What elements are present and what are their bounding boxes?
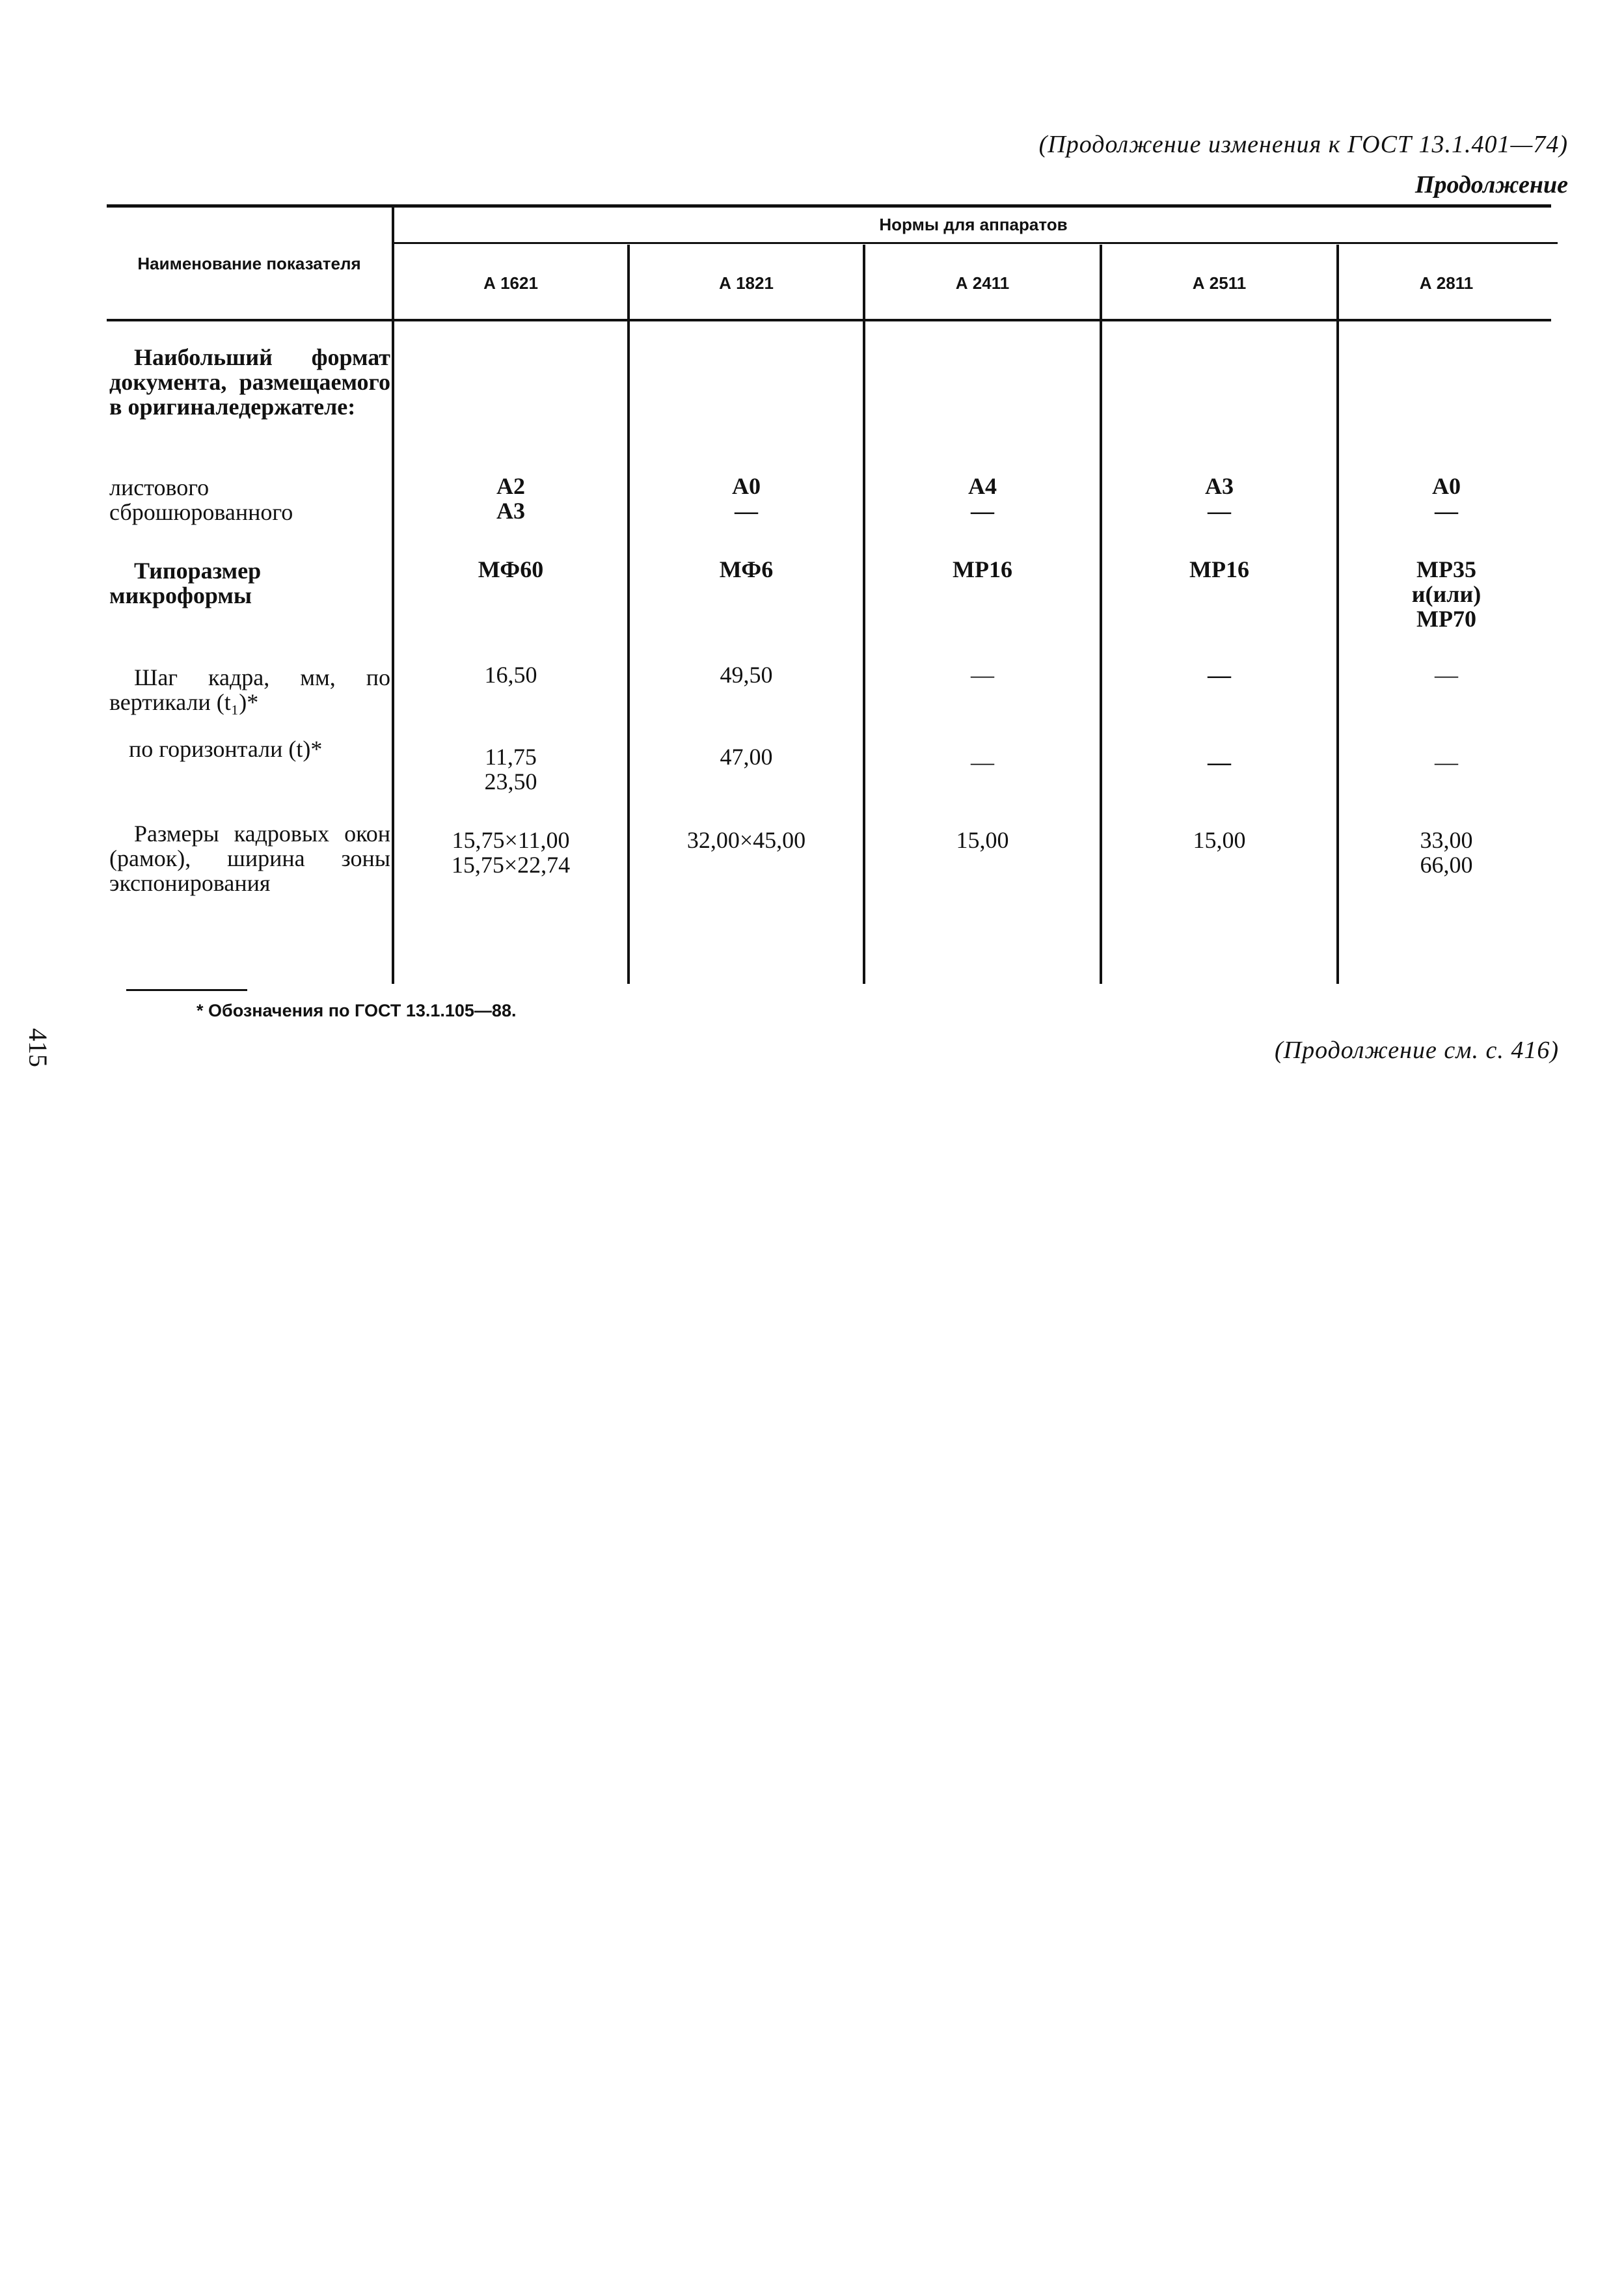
cell-value: 11,75 23,50 [484,744,537,795]
apparatus-header-a2811: А 2811 [1419,273,1474,293]
change-continuation-header: (Продолжение изменения к ГОСТ 13.1.401—74) [1038,131,1568,158]
cell-value: 15,00 [956,827,1009,853]
cell-value: МФ60 [478,556,544,582]
cell-value: — [1208,749,1231,775]
cell-value: А2 А3 [496,473,525,524]
apparatus-header-a1821: А 1821 [719,273,774,293]
footnote: * Обозначения по ГОСТ 13.1.105—88. [196,1001,517,1020]
cell-value: — [971,662,994,688]
cell-value: 15,75×11,00 15,75×22,74 [451,827,571,878]
apparatus-header-a2411: А 2411 [955,273,1010,293]
table-top-rule [107,204,1551,208]
column-divider [627,245,630,984]
cell-value: А3 — [1205,473,1234,524]
column-divider [1100,245,1102,984]
cell-value: А4 — [968,473,997,524]
row-name-frame-pitch-vertical: Шаг кадра, мм, по вертикали (t₁)* [109,664,390,715]
table-continuation-label: Продолжение [1414,171,1568,198]
cell-value: 49,50 [720,662,773,688]
continued-on-note: (Продолжение см. с. 416) [1274,1037,1559,1064]
apparatus-header-a1621: А 1621 [483,273,538,293]
footnote-rule [126,989,247,991]
row-name-microform-size: Типоразмер микроформы [109,558,262,608]
row-name-frame-window-sizes: Размеры кадровых окон (рамок), ширина зоны экспонирования [109,821,390,896]
cell-value: 32,00×45,00 [686,827,806,853]
cell-value: 15,00 [1193,827,1246,853]
cell-value: 16,50 [484,662,537,688]
cell-value: — [1435,662,1458,688]
group-header-rule [393,242,1558,244]
cell-value: 33,00 66,00 [1420,827,1473,878]
header-bottom-rule [107,319,1551,321]
cell-value: — [1435,749,1458,775]
cell-value: — [971,749,994,775]
cell-value: MP16 [1189,556,1249,582]
cell-value: МФ6 [719,556,774,582]
column-header-group: Нормы для аппаратов [879,215,1068,234]
column-divider [863,245,865,984]
cell-value: — [1208,662,1231,688]
page-number: 415 [23,1028,53,1067]
cell-value: А0 — [1432,473,1461,524]
cell-value: MP16 [953,556,1012,582]
cell-value: MP35 и(или) MP70 [1411,556,1482,632]
cell-value: 47,00 [720,744,773,770]
row-name-frame-pitch-horizontal: по горизонтали (t)* [129,736,323,762]
apparatus-header-a2511: А 2511 [1192,273,1247,293]
column-header-name: Наименование показателя [137,254,361,273]
row-name-max-format: Наибольший формат документа, размещаемого в оригиналедержателе: [109,344,390,420]
row-name-sheet-bound: листового сброшюрованного [109,474,293,525]
cell-value: А0 — [732,473,761,524]
